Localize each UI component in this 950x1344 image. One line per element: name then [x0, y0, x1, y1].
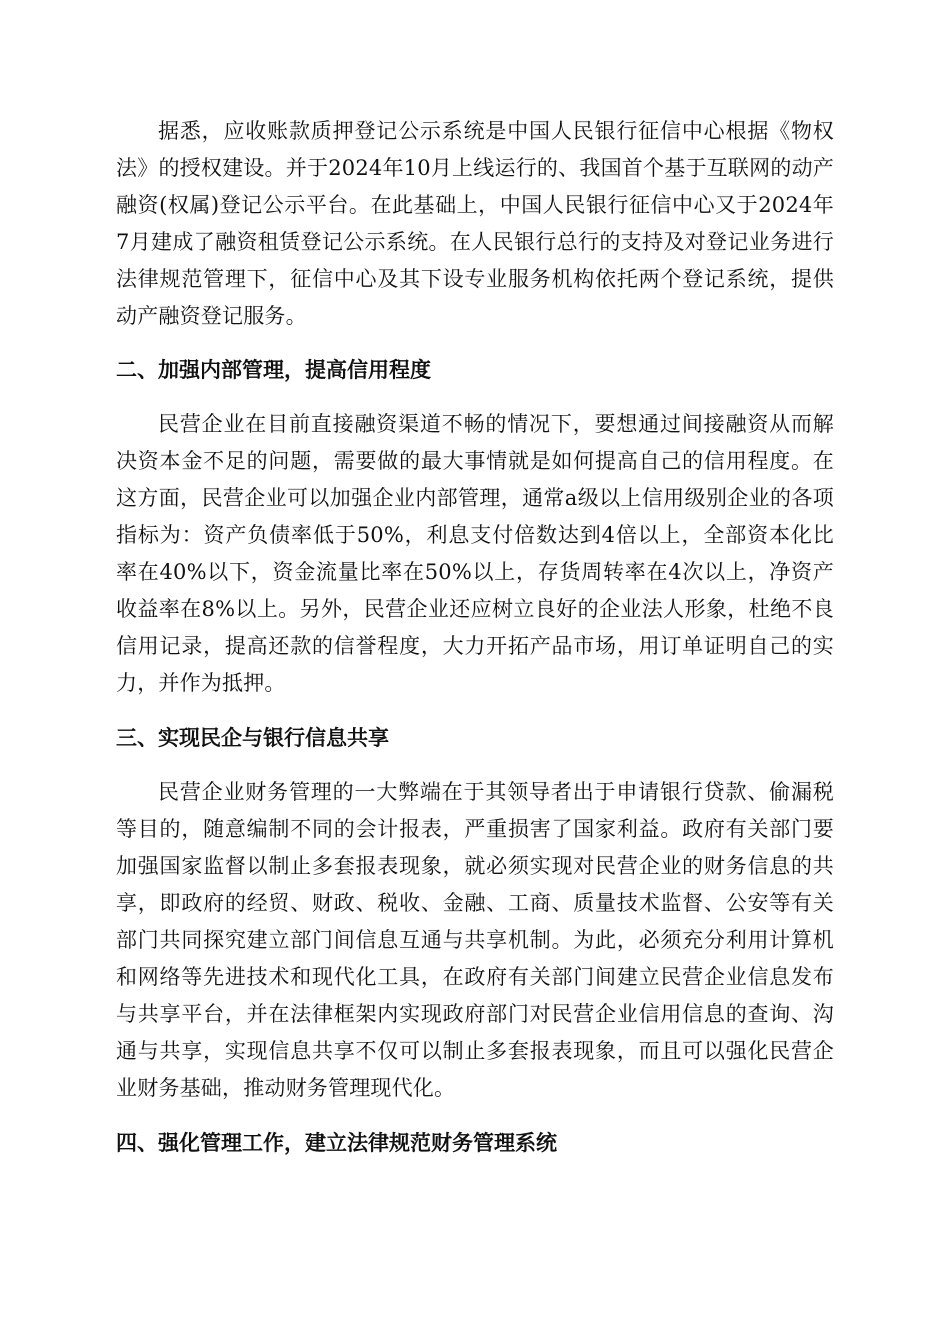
heading-legal-financial-system: 四、强化管理工作，建立法律规范财务管理系统	[116, 1131, 557, 1155]
paragraph-credit-level: 民营企业在目前直接融资渠道不畅的情况下，要想通过间接融资从而解决资本金不足的问题，需要做的最大事情就是如何提高自己的信用程度。在这方面，民营企业可以加强企业内部管理，通常a级以上信用级别企业的各项指标为：资产负债率低于50%，利息支付倍数达到4倍以上，全部资本化比率在40%以下，资金流量比率在50%以上，存货周转率在4次以上，净资产收益率在8%以上。另外，民营企业还应树立良好的企业法人形象，杜绝不良信用记录，提高还款的信誉程度，大力开拓产品市场，用订单证明自己的实力，并作为抵押。	[116, 412, 834, 695]
paragraph-registration-system: 据悉，应收账款质押登记公示系统是中国人民银行征信中心根据《物权法》的授权建设。并于2024年10月上线运行的、我国首个基于互联网的动产融资(权属)登记公示平台。在此基础上，中国人民银行征信中心又于2024年7月建成了融资租赁登记公示系统。在人民银行总行的支持及对登记业务进行法律规范管理下，征信中心及其下设专业服务机构依托两个登记系统，提供动产融资登记服务。	[116, 119, 834, 328]
paragraph-financial-information: 民营企业财务管理的一大弊端在于其领导者出于申请银行贷款、偷漏税等目的，随意编制不同的会计报表，严重损害了国家利益。政府有关部门要加强国家监督以制止多套报表现象，就必须实现对民营企业的财务信息的共享，即政府的经贸、财政、税收、金融、工商、质量技术监督、公安等有关部门共同探究建立部门间信息互通与共享机制。为此，必须充分利用计算机和网络等先进技术和现代化工具，在政府有关部门间建立民营企业信息发布与共享平台，并在法律框架内实现政府部门对民营企业信用信息的查询、沟通与共享，实现信息共享不仅可以制止多套报表现象，而且可以强化民营企业财务基础，推动财务管理现代化。	[116, 780, 834, 1100]
heading-information-sharing: 三、实现民企与银行信息共享	[116, 726, 389, 750]
heading-internal-management: 二、加强内部管理，提高信用程度	[116, 358, 431, 382]
document-body	[116, 113, 834, 1179]
